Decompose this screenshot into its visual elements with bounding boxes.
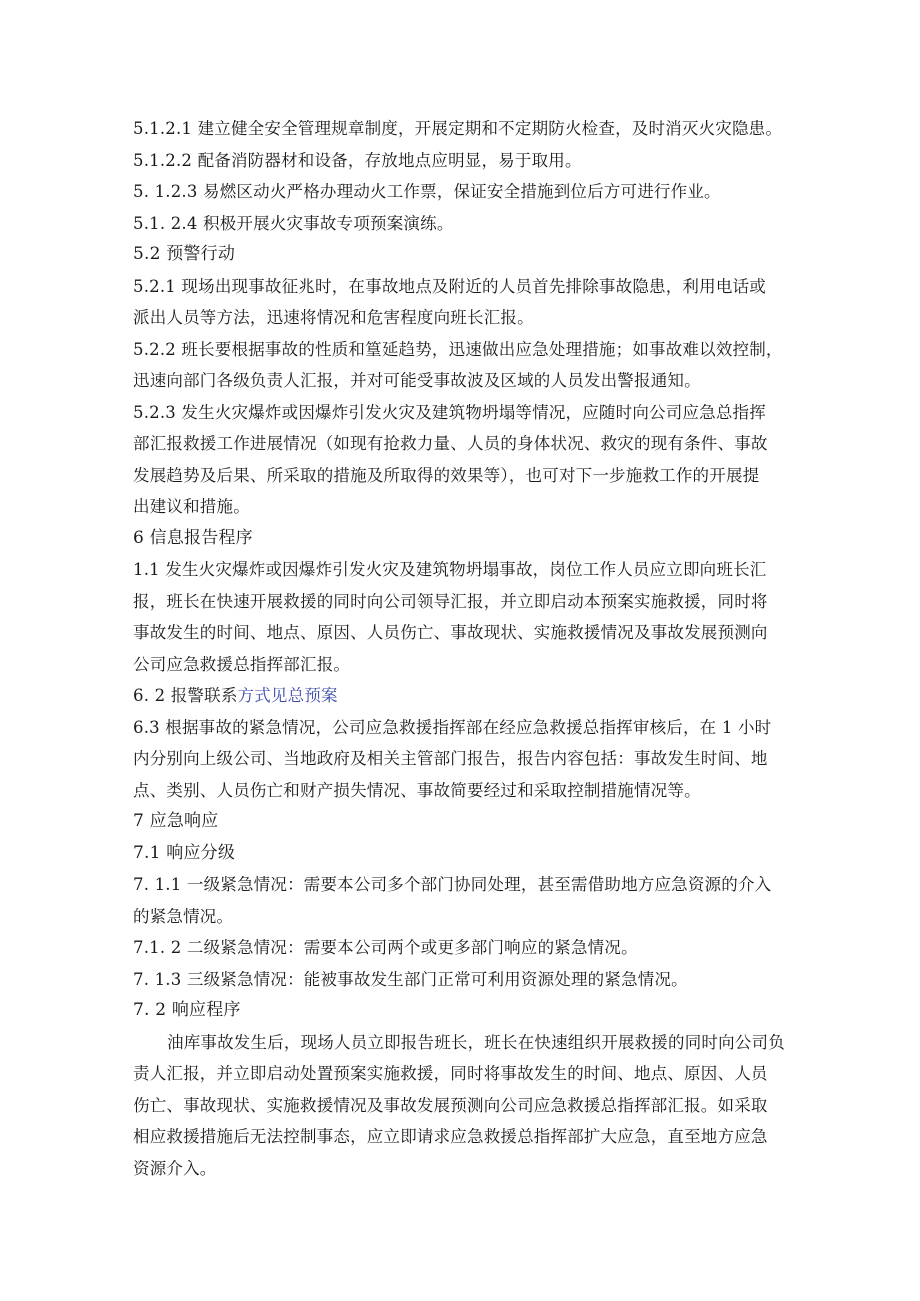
paragraph-6-3-line-3: 点、类别、人员伤亡和财产损失情况、事故简要经过和采取控制措施情况等。	[133, 780, 701, 800]
paragraph-5-2-1-line-2: 派出人员等方法，迅速将情况和危害程度向班长汇报。	[133, 308, 534, 327]
paragraph-5-2-3-line-1: 5.2.3 发生火灾爆炸或因爆炸引发火灾及建筑物坍塌等情况，应随时向公司应急总指挥	[133, 402, 766, 422]
paragraph-6-3-line-1: 6.3 根据事故的紧急情况，公司应急救援指挥部在经应急救援总指挥审核后，在 1 小时	[133, 717, 772, 737]
paragraph-5-2-1-line-1: 5.2.1 现场出现事故征兆时，在事故地点及附近的人员首先排除事故隐患，利用电话或	[133, 276, 766, 296]
paragraph-5-2-2-line-2: 迅速向部门各级负责人汇报，并对可能受事故波及区域的人员发出警报通知。	[133, 371, 701, 390]
paragraph-5-1-2-3: 5. 1.2.3 易燃区动火严格办理动火工作票，保证安全措施到位后方可进行作业。	[133, 182, 721, 201]
paragraph-6-2	[133, 680, 803, 712]
paragraph-5-2-3-line-2: 部汇报救援工作进展情况（如现有抢救力量、人员的身体状况、救灾的现有条件、事故	[133, 434, 768, 453]
section-heading-5-2: 5.2 预警行动	[133, 244, 236, 264]
paragraph-5-1-2-4: 5.1. 2.4 积极开展火灾事故专项预案演练。	[133, 213, 454, 233]
paragraph-5-2-3-line-3: 发展趋势及后果、所采取的措施及所取得的效果等），也可对下一步施救工作的开展提	[133, 465, 760, 485]
paragraph-6-1-line-4: 公司应急救援总指挥部汇报。	[133, 654, 351, 674]
paragraph-7-2-line-3: 伤亡、事故现状、实施救援情况及事故发展预测向公司应急救援总指挥部汇报。如采取	[133, 1095, 768, 1115]
paragraph-7-1-2: 7.1. 2 二级紧急情况：需要本公司两个或更多部门响应的紧急情况。	[133, 938, 638, 957]
paragraph-5-2-3-line-4: 出建议和措施。	[133, 497, 250, 516]
document-body	[133, 113, 803, 1184]
paragraph-6-1-line-3: 事故发生的时间、地点、原因、人员伤亡、事故现状、实施救援情况及事故发展预测向	[133, 623, 768, 642]
paragraph-5-2-2-line-1: 5.2.2 班长要根据事故的性质和篁延趋势，迅速做出应急处理措施；如事故难以效控制，	[133, 339, 783, 359]
paragraph-5-1-2-1: 5.1.2.1 建立健全安全管理规章制度，开展定期和不定期防火检查，及时消灭火灾隐患。	[133, 119, 783, 138]
paragraph-7-2-line-1: 油库事故发生后，现场人员立即报告班长，班长在快速组织开展救援的同时向公司负	[167, 1032, 785, 1052]
section-heading-7-1: 7.1 响应分级	[133, 842, 236, 863]
paragraph-6-3-line-2: 内分别向上级公司、当地政府及相关主管部门报告，报告内容包括：事故发生时间、地	[133, 749, 768, 768]
paragraph-7-1-3: 7. 1.3 三级紧急情况：能被事故发生部门正常可利用资源处理的紧急情况。	[133, 969, 688, 989]
paragraph-6-2-highlight: 方式见总预案	[237, 686, 338, 705]
paragraph-7-2-line-4: 相应救援措施后无法控制事态，应立即请求应急救援总指挥部扩大应急，直至地方应急	[133, 1127, 768, 1146]
section-heading-6: 6 信息报告程序	[133, 527, 253, 548]
section-heading-7: 7 应急响应	[133, 811, 219, 831]
paragraph-6-2-text: 6. 2 报警联系	[133, 686, 238, 705]
paragraph-6-1-line-2: 报，班长在快速开展救援的同时向公司领导汇报，并立即启动本预案实施救援，同时将	[133, 591, 768, 611]
section-heading-7-2: 7. 2 响应程序	[133, 1000, 241, 1020]
paragraph-7-2-line-5: 资源介入。	[133, 1158, 217, 1178]
paragraph-7-1-1-line-2: 的紧急情况。	[133, 906, 234, 926]
paragraph-7-1-1-line-1: 7. 1.1 一级紧急情况：需要本公司多个部门协同处理，甚至需借助地方应急资源的介入	[133, 875, 772, 894]
paragraph-6-1-line-1: 1.1 发生火灾爆炸或因爆炸引发火灾及建筑物坍塌事故，岗位工作人员应立即向班长汇	[133, 560, 767, 579]
paragraph-7-2-line-2: 责人汇报，并立即启动处置预案实施救援，同时将事故发生的时间、地点、原因、人员	[133, 1064, 768, 1083]
paragraph-5-1-2-2: 5.1.2.2 配备消防器材和设备，存放地点应明显，易于取用。	[133, 150, 582, 170]
